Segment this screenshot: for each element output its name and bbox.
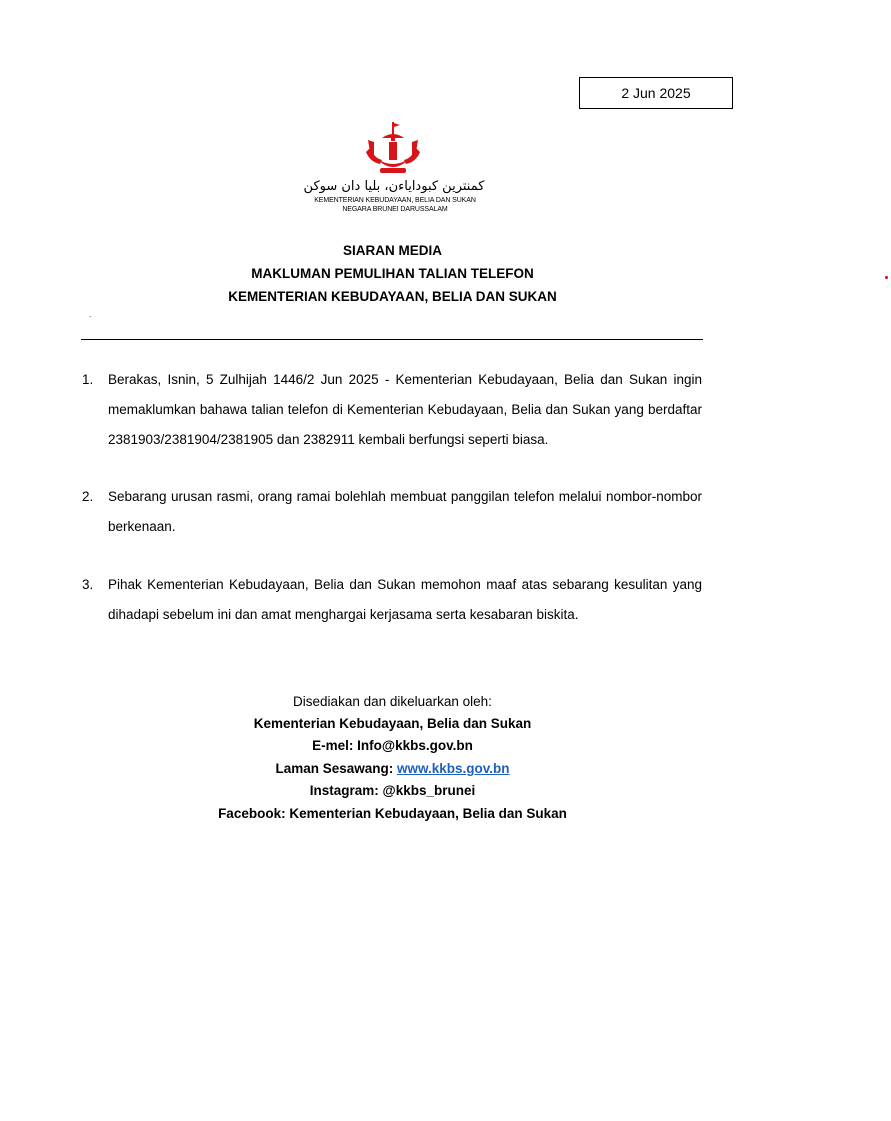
brunei-crest-icon <box>360 122 426 176</box>
paragraph-text: Sebarang urusan rasmi, orang ramai bolehlah membuat panggilan telefon melalui nombor-nombor berkenaan. <box>108 489 702 534</box>
date-box: 2 Jun 2025 <box>579 77 733 109</box>
paragraph-text: Berakas, Isnin, 5 Zulhijah 1446/2 Jun 2025 - Kementerian Kebudayaan, Belia dan Sukan ingin memaklumkan bahawa talian telefon di Kementerian Kebudayaan, Belia dan Sukan yang berdaftar 2381903/2381904/2381905 dan 2382911 kembali berfungsi seperti biasa. <box>108 372 702 447</box>
website-label: Laman Sesawang: <box>275 761 398 776</box>
footer-email: E-mel: Info@kkbs.gov.bn <box>312 738 473 753</box>
horizontal-divider <box>81 339 703 340</box>
announcement-title: MAKLUMAN PEMULIHAN TALIAN TELEFON <box>251 266 534 281</box>
paragraph-1 <box>82 365 702 455</box>
paragraph-text: Pihak Kementerian Kebudayaan, Belia dan Sukan memohon maaf atas sebarang kesulitan yang dihadapi sebelum ini dan amat menghargai kerjasama serta kesabaran biskita. <box>108 577 702 622</box>
ministry-name-line: KEMENTERIAN KEBUDAYAAN, BELIA DAN SUKAN <box>314 197 476 204</box>
country-name-line: NEGARA BRUNEI DARUSSALAM <box>342 206 448 213</box>
ministry-name-jawi: کمنترين کبوداياءن، بليا دان سوکن <box>303 179 485 194</box>
paragraph-3 <box>82 570 702 630</box>
footer-website <box>0 761 785 776</box>
prepared-by-label: Disediakan dan dikeluarkan oleh: <box>293 694 492 709</box>
document-type-heading: SIARAN MEDIA <box>342 243 442 258</box>
paragraph-number: 2. <box>82 489 94 504</box>
paragraph-number: 1. <box>82 372 94 387</box>
paragraph-number: 3. <box>82 577 94 592</box>
stray-dot: . <box>89 310 92 319</box>
footer-ministry-name: Kementerian Kebudayaan, Belia dan Sukan <box>253 716 532 731</box>
paragraph-2 <box>82 482 702 542</box>
footer-facebook: Facebook: Kementerian Kebudayaan, Belia dan Sukan <box>218 806 567 821</box>
website-link[interactable]: www.kkbs.gov.bn <box>397 761 510 776</box>
red-dot-mark <box>885 276 888 279</box>
footer-instagram: Instagram: @kkbs_brunei <box>309 783 476 798</box>
ministry-heading: KEMENTERIAN KEBUDAYAAN, BELIA DAN SUKAN <box>228 289 557 304</box>
